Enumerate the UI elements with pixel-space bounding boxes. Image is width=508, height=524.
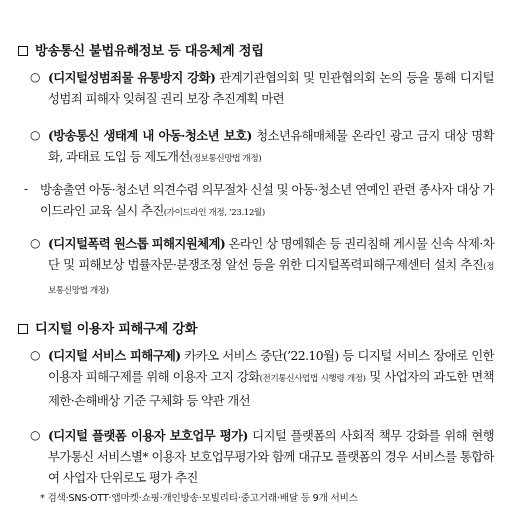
item-heading: (방송통신 생태계 내 아동·청소년 보호): [48, 128, 252, 143]
circle-bullet-icon: ○: [30, 236, 40, 250]
item-heading: (디지털 플랫폼 이용자 보호업무 평가): [48, 428, 248, 443]
item-body: 카카오 서비스 중단(’22.10월) 등 디지털 서비스 장애로 인한 이용자 피해구제를 위해 이용자 고지 강화: [48, 348, 494, 384]
circle-bullet-icon: ○: [30, 70, 40, 84]
dash-bullet: -: [24, 182, 28, 196]
item-body: 청소년유해매체물 온라인 광고 금지 대상 명확화, 과태료 도입 등 제도개선: [48, 128, 494, 164]
circle-bullet-icon: ○: [30, 348, 40, 362]
list-item: [30, 125, 494, 170]
item-note: (가이드라인 개정, ’23.12월): [163, 208, 265, 218]
item-body: 관계기관협의회 및 민관협의회 논의 등을 통해 디지털성범죄 피해자 잊혀질 권리 보장 추진계획 마련: [48, 70, 494, 106]
item-note: (정보통신망법 개정): [189, 154, 262, 164]
item-body: 온라인 상 명예훼손 등 권리침해 게시물 신속 삭제·차단 및 피해보상 법률자문·분쟁조정 알선 등을 위한 디지털폭력피해구제센터 설치 추진: [48, 236, 494, 272]
checkbox-square-icon: [18, 46, 28, 56]
checkbox-square-icon: [18, 324, 28, 334]
circle-bullet-icon: ○: [30, 128, 40, 142]
item-heading: (디지털성범죄물 유통방지 강화): [48, 70, 216, 85]
section-title-1: 방송통신 불법유해정보 등 대응체계 정립: [18, 40, 264, 59]
item-note: (전기통신사업법 시행령 개정): [259, 374, 366, 384]
item-note: (정보통신망법 개정): [48, 262, 494, 296]
list-item: [30, 233, 494, 302]
list-item: [24, 179, 494, 224]
circle-bullet-icon: ○: [30, 428, 40, 442]
list-item: [30, 67, 494, 109]
item-heading: (디지털폭력 원스톱 피해지원체계): [48, 236, 226, 251]
item-tail: 및 사업자의 과도한 면책 제한·손해배상 기준 구체화 등 약관 개선: [48, 369, 494, 408]
section-title-2: 디지털 이용자 피해구제 강화: [18, 318, 197, 337]
footnote: * 검색·SNS·OTT·앱마켓·쇼핑·개인방송·모빌리티·중고거래·배달 등 9개 서비스: [40, 493, 358, 504]
item-body: 방송출연 아동·청소년 의견수렴 의무절차 신설 및 아동·청소년 연예인 관련 종사자 대상 가이드라인 교육 실시 추진: [40, 182, 494, 218]
item-heading: (디지털 서비스 피해구제): [48, 348, 181, 363]
list-item: [30, 345, 494, 411]
list-item: [30, 425, 494, 488]
item-body: 디지털 플랫폼의 사회적 책무 강화를 위해 현행 부가통신 서비스별* 이용자 보호업무평가와 함께 대규모 플랫폼의 경우 서비스를 통합하여 사업자 단위로도 평가 추진: [48, 428, 495, 485]
